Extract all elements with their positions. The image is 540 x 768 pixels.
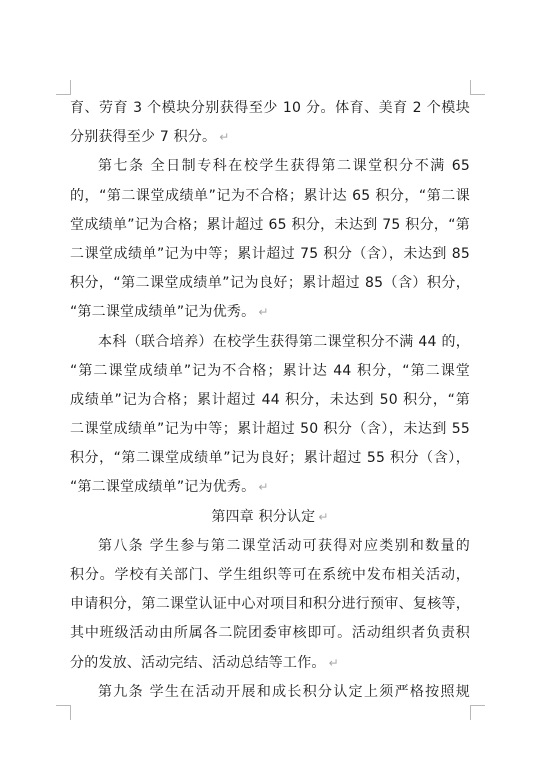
document-body[interactable]: [70, 94, 470, 707]
text-line: 成绩单”记为合格；累计超过 44 积分，未达到 50 积分，“第: [70, 391, 470, 408]
article-9-line: 第九条 学生在活动开展和成长积分认定上须严格按照规: [98, 683, 470, 700]
page-corner-mark-top-left: [56, 80, 71, 95]
text-line: “第二课堂成绩单”记为不合格；累计达 44 积分，“第二课堂: [70, 362, 470, 379]
text-line: 申请积分，第二课堂认证中心对项目和积分进行预审、复核等，: [70, 596, 470, 613]
paragraph-end-line: [70, 473, 470, 502]
text-line: 二课堂成绩单”记为中等；累计超过 50 积分（含），未达到 55: [70, 421, 470, 438]
paragraph-end-line: [70, 649, 470, 678]
chapter-title: 第四章 积分认定: [211, 508, 316, 525]
text-line: 二课堂成绩单”记为中等；累计超过 75 积分（含），未达到 85: [70, 245, 470, 262]
page-corner-mark-top-right: [470, 80, 485, 95]
paragraph-mark-icon: ↵: [258, 305, 269, 320]
paragraph-mark-icon: ↵: [328, 655, 339, 670]
article-7-line: 第七条 全日制专科在校学生获得第二课堂积分不满 65: [98, 158, 470, 175]
page-corner-mark-bottom-right: [470, 705, 485, 720]
text-line: 本科（联合培养）在校学生获得第二课堂积分不满 44 的，: [98, 333, 470, 350]
text-line: 育、劳育 3 个模块分别获得至少 10 分。体育、美育 2 个模块: [70, 100, 470, 116]
text-line: “第二课堂成绩单”记为优秀。: [70, 304, 256, 321]
text-line: 分的发放、活动完结、活动总结等工作。: [70, 654, 326, 671]
paragraph-mark-icon: ↵: [258, 480, 269, 495]
chapter-heading: [70, 503, 470, 532]
text-line: “第二课堂成绩单”记为优秀。: [70, 479, 256, 496]
paragraph-end-line: [70, 123, 470, 152]
text-line: 分别获得至少 7 积分。: [70, 129, 217, 146]
article-8-line: 第八条 学生参与第二课堂活动可获得对应类别和数量的: [98, 537, 470, 554]
page-corner-mark-bottom-left: [56, 705, 71, 720]
paragraph-end-line: [70, 298, 470, 327]
text-line: 积分。学校有关部门、学生组织等可在系统中发布相关活动，: [70, 567, 470, 583]
paragraph-mark-icon: ↵: [318, 509, 329, 524]
text-line: 的，“第二课堂成绩单”记为不合格；累计达 65 积分，“第二课: [70, 187, 470, 204]
text-line: 其中班级活动由所属各二院团委审核即可。活动组织者负责积: [70, 625, 470, 642]
text-line: 积分，“第二课堂成绩单”记为良好；累计超过 55 积分（含），: [70, 450, 470, 467]
text-line: 积分，“第二课堂成绩单”记为良好；累计超过 85（含）积分，: [70, 275, 470, 292]
paragraph-mark-icon: ↵: [219, 130, 230, 145]
text-line: 堂成绩单”记为合格；累计超过 65 积分，未达到 75 积分，“第: [70, 216, 470, 233]
